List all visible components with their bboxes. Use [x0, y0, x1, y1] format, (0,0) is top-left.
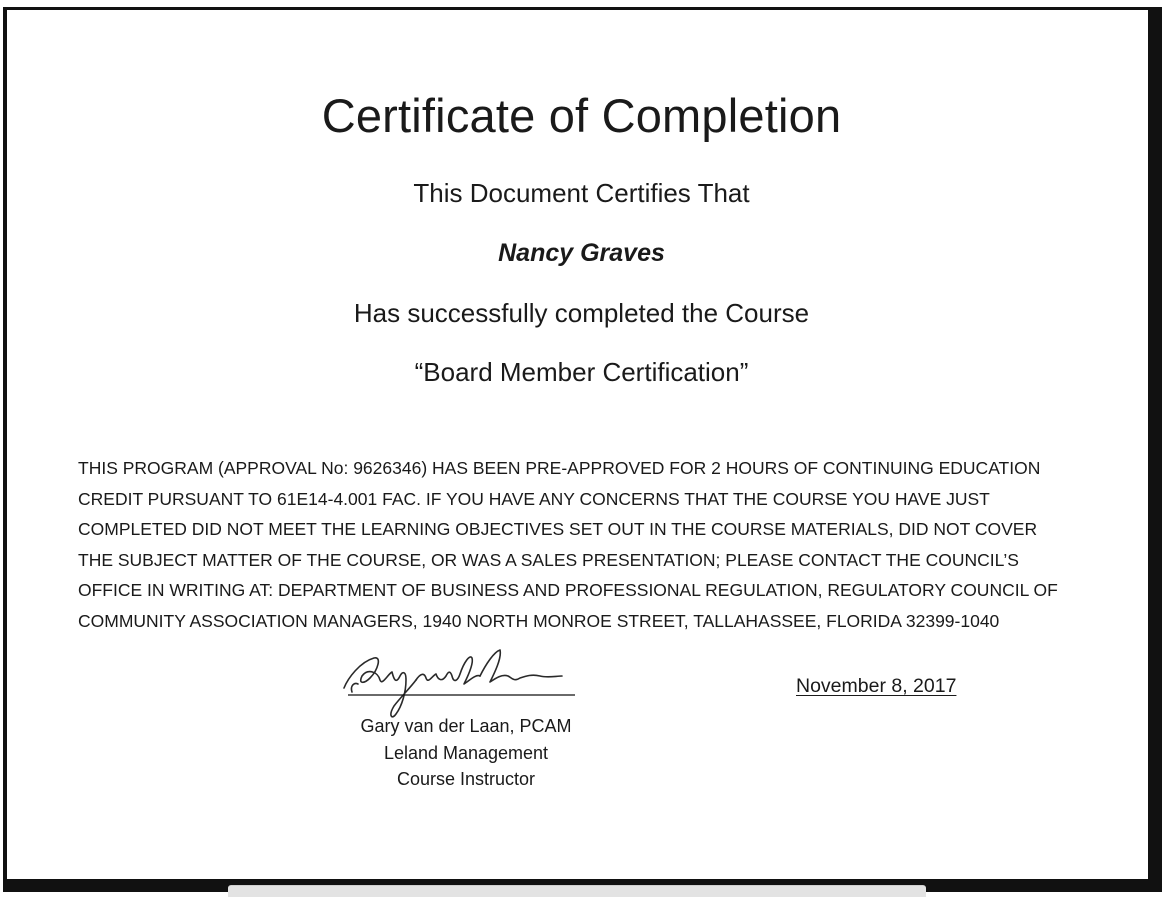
signer-name: Gary van der Laan, PCAM: [360, 716, 572, 736]
program-text-line: THE SUBJECT MATTER OF THE COURSE, OR WAS A SALES PRESENTATION; PLEASE CONTACT THE COUNCIL’S: [78, 549, 1019, 570]
certifies-line: This Document Certifies That: [413, 178, 750, 208]
program-statement: [78, 453, 1088, 636]
program-text-line: THIS PROGRAM (APPROVAL No: 9626346) HAS BEEN PRE-APPROVED FOR 2 HOURS OF CONTINUING EDUCATION: [78, 458, 1041, 478]
program-text-line: COMPLETED DID NOT MEET THE LEARNING OBJECTIVES SET OUT IN THE COURSE MATERIALS, DID NOT COVER: [78, 519, 1038, 539]
signer-company: Leland Management: [383, 742, 549, 763]
recipient-name: Nancy Graves: [498, 239, 665, 267]
completion-date: November 8, 2017: [796, 675, 957, 697]
signer-role: Course Instructor: [396, 769, 536, 789]
signer-block: [316, 713, 616, 793]
certificate-title: Certificate of Completion: [321, 89, 842, 142]
program-text-line: COMMUNITY ASSOCIATION MANAGERS, 1940 NORTH MONROE STREET, TALLAHASSEE, FLORIDA 32399-1040: [78, 610, 1000, 631]
horizontal-scrollbar[interactable]: [228, 885, 926, 897]
program-text-line: OFFICE IN WRITING AT: DEPARTMENT OF BUSINESS AND PROFESSIONAL REGULATION, REGULATORY COUNCIL OF: [78, 580, 1058, 600]
program-text-line: CREDIT PURSUANT TO 61E14-4.001 FAC. IF YOU HAVE ANY CONCERNS THAT THE COURSE YOU HAVE JUST: [78, 488, 990, 509]
course-name: “Board Member Certification”: [414, 357, 749, 387]
handwritten-signature: [330, 640, 590, 722]
completed-line: Has successfully completed the Course: [353, 298, 810, 328]
